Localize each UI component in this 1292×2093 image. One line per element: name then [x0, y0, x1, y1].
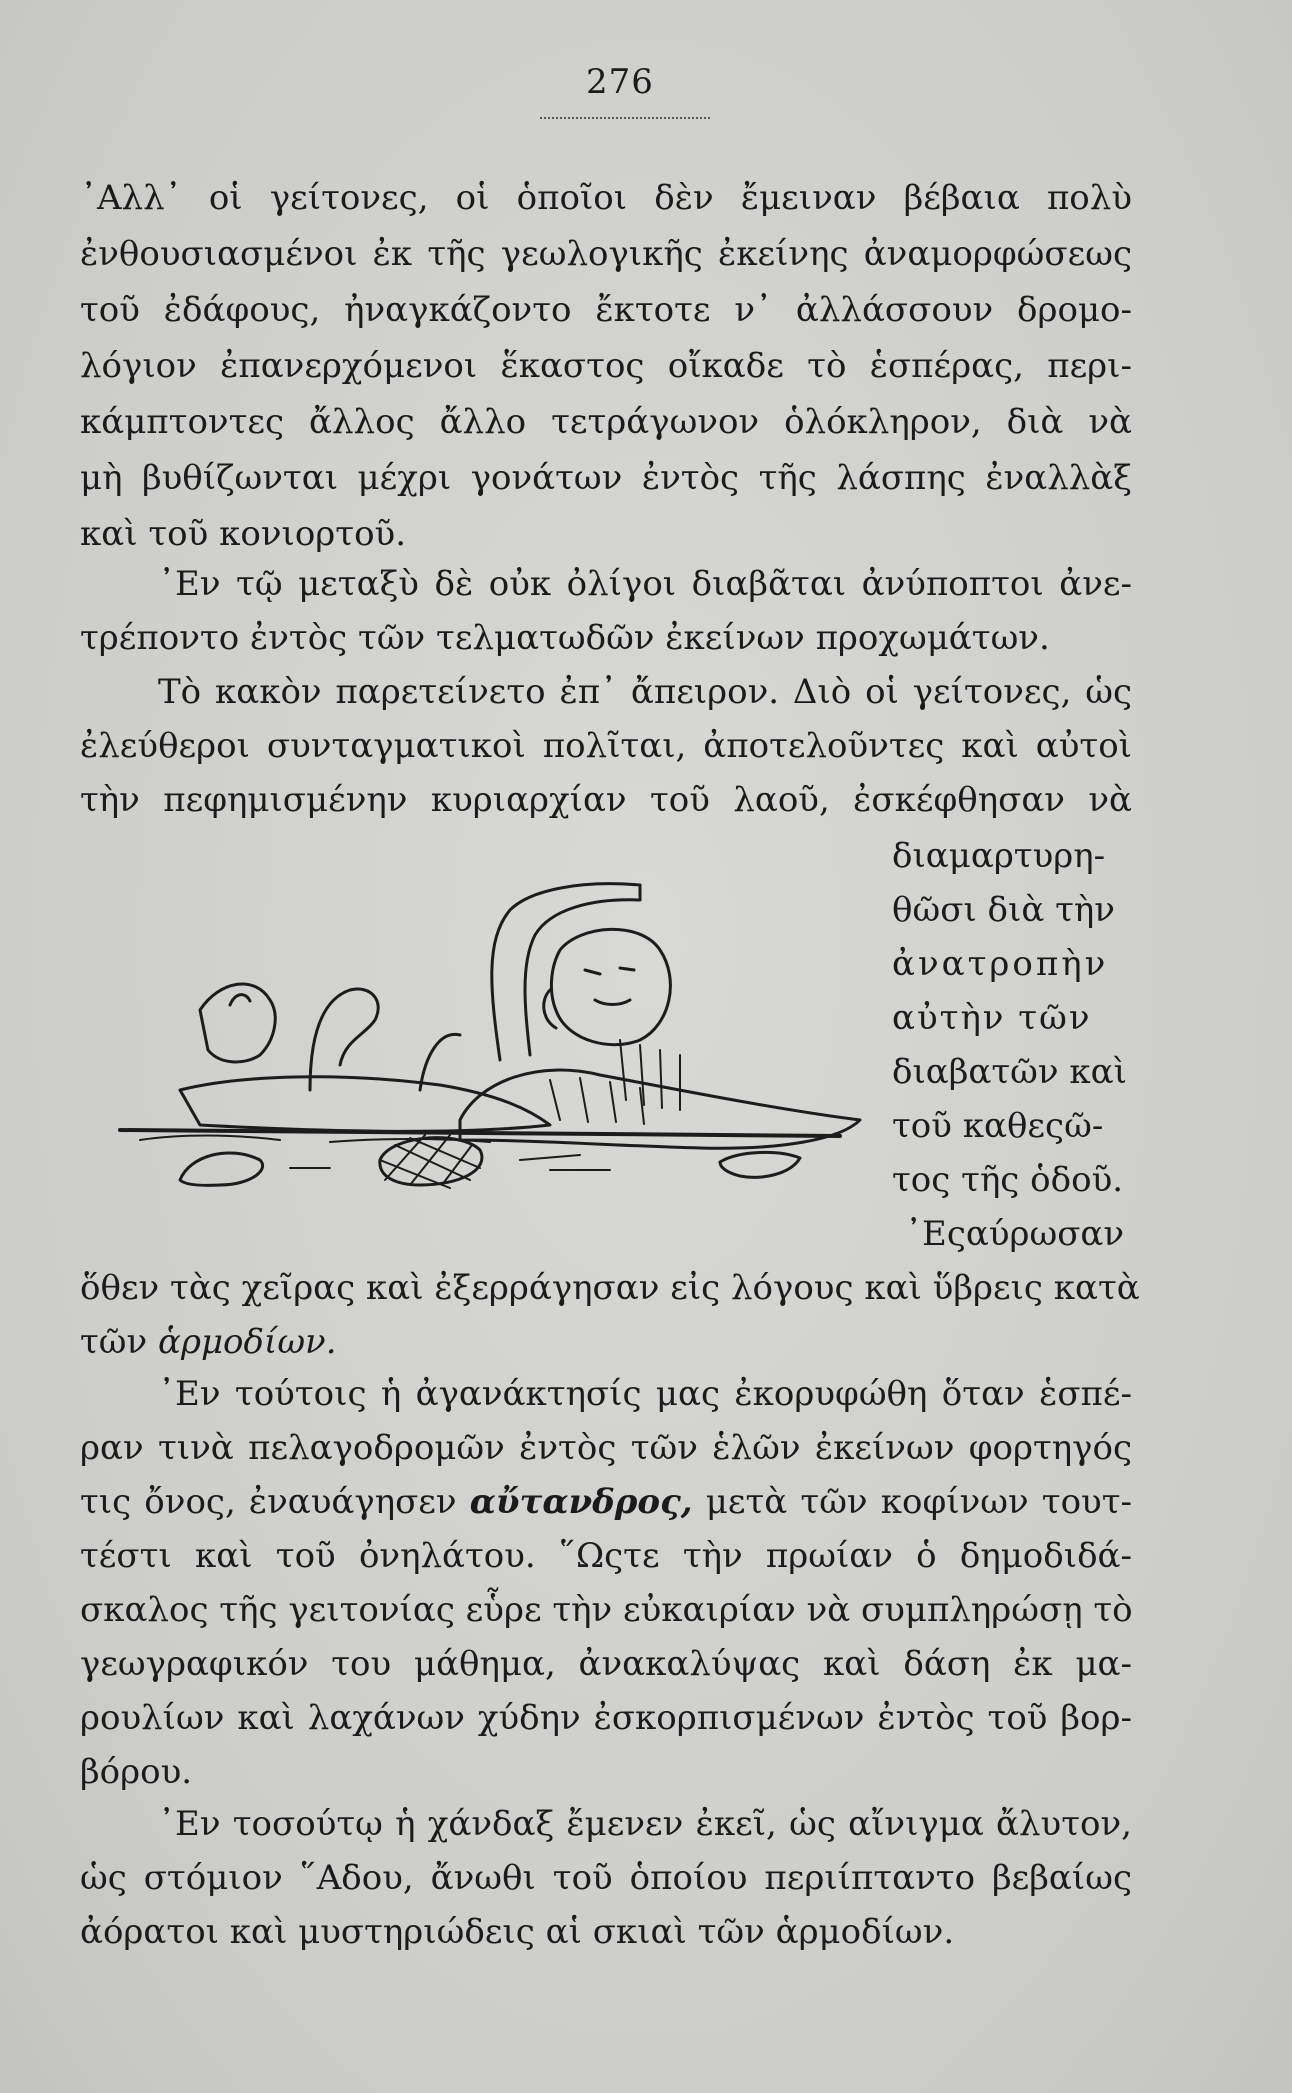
- stone: [720, 1152, 800, 1177]
- text-line: [80, 1482, 1132, 1522]
- text-line: τὴν πεφημισμένην κυριαρχίαν τοῦ λαοῦ, ἐσκέφθησαν νὰ: [80, 780, 1132, 820]
- page-number-rule: [540, 114, 710, 119]
- donkey-leg: [420, 1034, 460, 1090]
- raised-arm: [492, 884, 640, 1060]
- text-line: λόγιον ἐπανερχόμενοι ἕκαστος οἴκαδε τὸ ἑσπέρας, περι-: [80, 346, 1132, 386]
- text-line: ᾿Εςαύρωσαν: [905, 1214, 1125, 1254]
- page-number: 276: [586, 62, 654, 102]
- text-line: ᾿Εν τοσούτῳ ἡ χάνδαξ ἔμενεν ἐκεῖ, ὡς αἴνιγμα ἄλυτον,: [158, 1804, 1132, 1844]
- text-line: ὡς στόμιον ῞Αδου, ἄνωθι τοῦ ὁποίου περιίπταντο βεβαίως: [80, 1858, 1132, 1898]
- text-run: τῶν: [80, 1322, 148, 1362]
- text-line: ᾿Εν τῷ μεταξὺ δὲ οὐκ ὀλίγοι διαβᾶται ἀνύποπτοι ἀνε-: [158, 564, 1132, 604]
- text-run: τις ὄνος, ἐναυάγησεν: [80, 1482, 457, 1522]
- text-line: ὅθεν τὰς χεῖρας καὶ ἐξερράγησαν εἰς λόγους καὶ ὕβρεις κατὰ: [80, 1268, 1140, 1308]
- text-line: ᾿Εν τούτοις ἡ ἀγανάκτησίς μας ἐκορυφώθη ὅταν ἑσπέ-: [158, 1374, 1132, 1414]
- stone: [180, 1153, 263, 1185]
- text-line: κάμπτοντες ἄλλος ἄλλο τετράγωνον ὁλόκληρον, διὰ νὰ: [80, 402, 1132, 442]
- text-line: μὴ βυθίζωνται μέχρι γονάτων ἐντὸς τῆς λάσπης ἐναλλὰξ: [80, 458, 1132, 498]
- text-line: ἀνατροπὴν: [892, 944, 1109, 984]
- text-line: διαμαρτυρη-: [892, 836, 1106, 876]
- text-line: Τὸ κακὸν παρετείνετο ἐπ᾿ ἄπειρον. Διὸ οἱ γείτονες, ὡς: [158, 672, 1132, 712]
- text-line: ραν τινὰ πελαγοδρομῶν ἐντὸς τῶν ἑλῶν ἐκείνων φορτηγός: [80, 1428, 1132, 1468]
- text-line: σκαλος τῆς γειτονίας εὗρε τὴν εὐκαιρίαν νὰ συμπληρώσῃ τὸ: [80, 1590, 1133, 1630]
- text-line: γεωγραφικόν του μάθημα, ἀνακαλύψας καὶ δάση ἐκ μα-: [80, 1644, 1132, 1684]
- text-line: τέστι καὶ τοῦ ὀνηλάτου. ῞Ωςτε τὴν πρωίαν ὁ δημοδιδά-: [80, 1536, 1132, 1576]
- text-line: τος τῆς ὁδοῦ.: [892, 1160, 1124, 1200]
- man-head: [551, 929, 670, 1044]
- text-line: ρουλίων καὶ λαχάνων χύδην ἐσκορπισμένων ἐντὸς τοῦ βορ-: [80, 1698, 1132, 1738]
- emphasized-word: αὔτανδρος,: [469, 1482, 693, 1522]
- text-line: τοῦ ἐδάφους, ἠναγκάζοντο ἔκτοτε ν᾿ ἀλλάσσουν δρομο-: [80, 290, 1132, 330]
- illustration-fallen-man-and-donkey: [80, 840, 880, 1190]
- text-line: θῶσι διὰ τὴν: [892, 890, 1115, 930]
- text-run: μετὰ τῶν κοφίνων τουτ-: [705, 1482, 1133, 1522]
- text-line: [80, 1322, 337, 1362]
- text-line: βόρου.: [80, 1752, 193, 1792]
- text-line: ἐλεύθεροι συνταγματικοὶ πολῖται, ἀποτελοῦντες καὶ αὐτοὶ: [80, 726, 1132, 766]
- text-line: ἀόρατοι καὶ μυστηριώδεις αἱ σκιαὶ τῶν ἁρμοδίων.: [80, 1912, 955, 1952]
- donkey-leg: [310, 989, 378, 1090]
- text-line: αὐτὴν τῶν: [892, 998, 1092, 1038]
- text-line: καὶ τοῦ κονιορτοῦ.: [80, 514, 407, 554]
- text-line: τρέποντο ἐντὸς τῶν τελματωδῶν ἐκείνων προχωμάτων.: [80, 618, 1050, 658]
- text-line: τοῦ καθεςῶ-: [892, 1106, 1104, 1146]
- text-line: ἐνθουσιασμένοι ἐκ τῆς γεωλογικῆς ἐκείνης ἀναμορφώσεως: [80, 234, 1132, 274]
- emphasized-word: ἁρμοδίων.: [158, 1322, 337, 1362]
- text-line: διαβατῶν καὶ: [892, 1052, 1127, 1092]
- text-line: ᾿Αλλ᾿ οἱ γείτονες, οἱ ὁποῖοι δὲν ἔμειναν βέβαια πολὺ: [80, 178, 1132, 218]
